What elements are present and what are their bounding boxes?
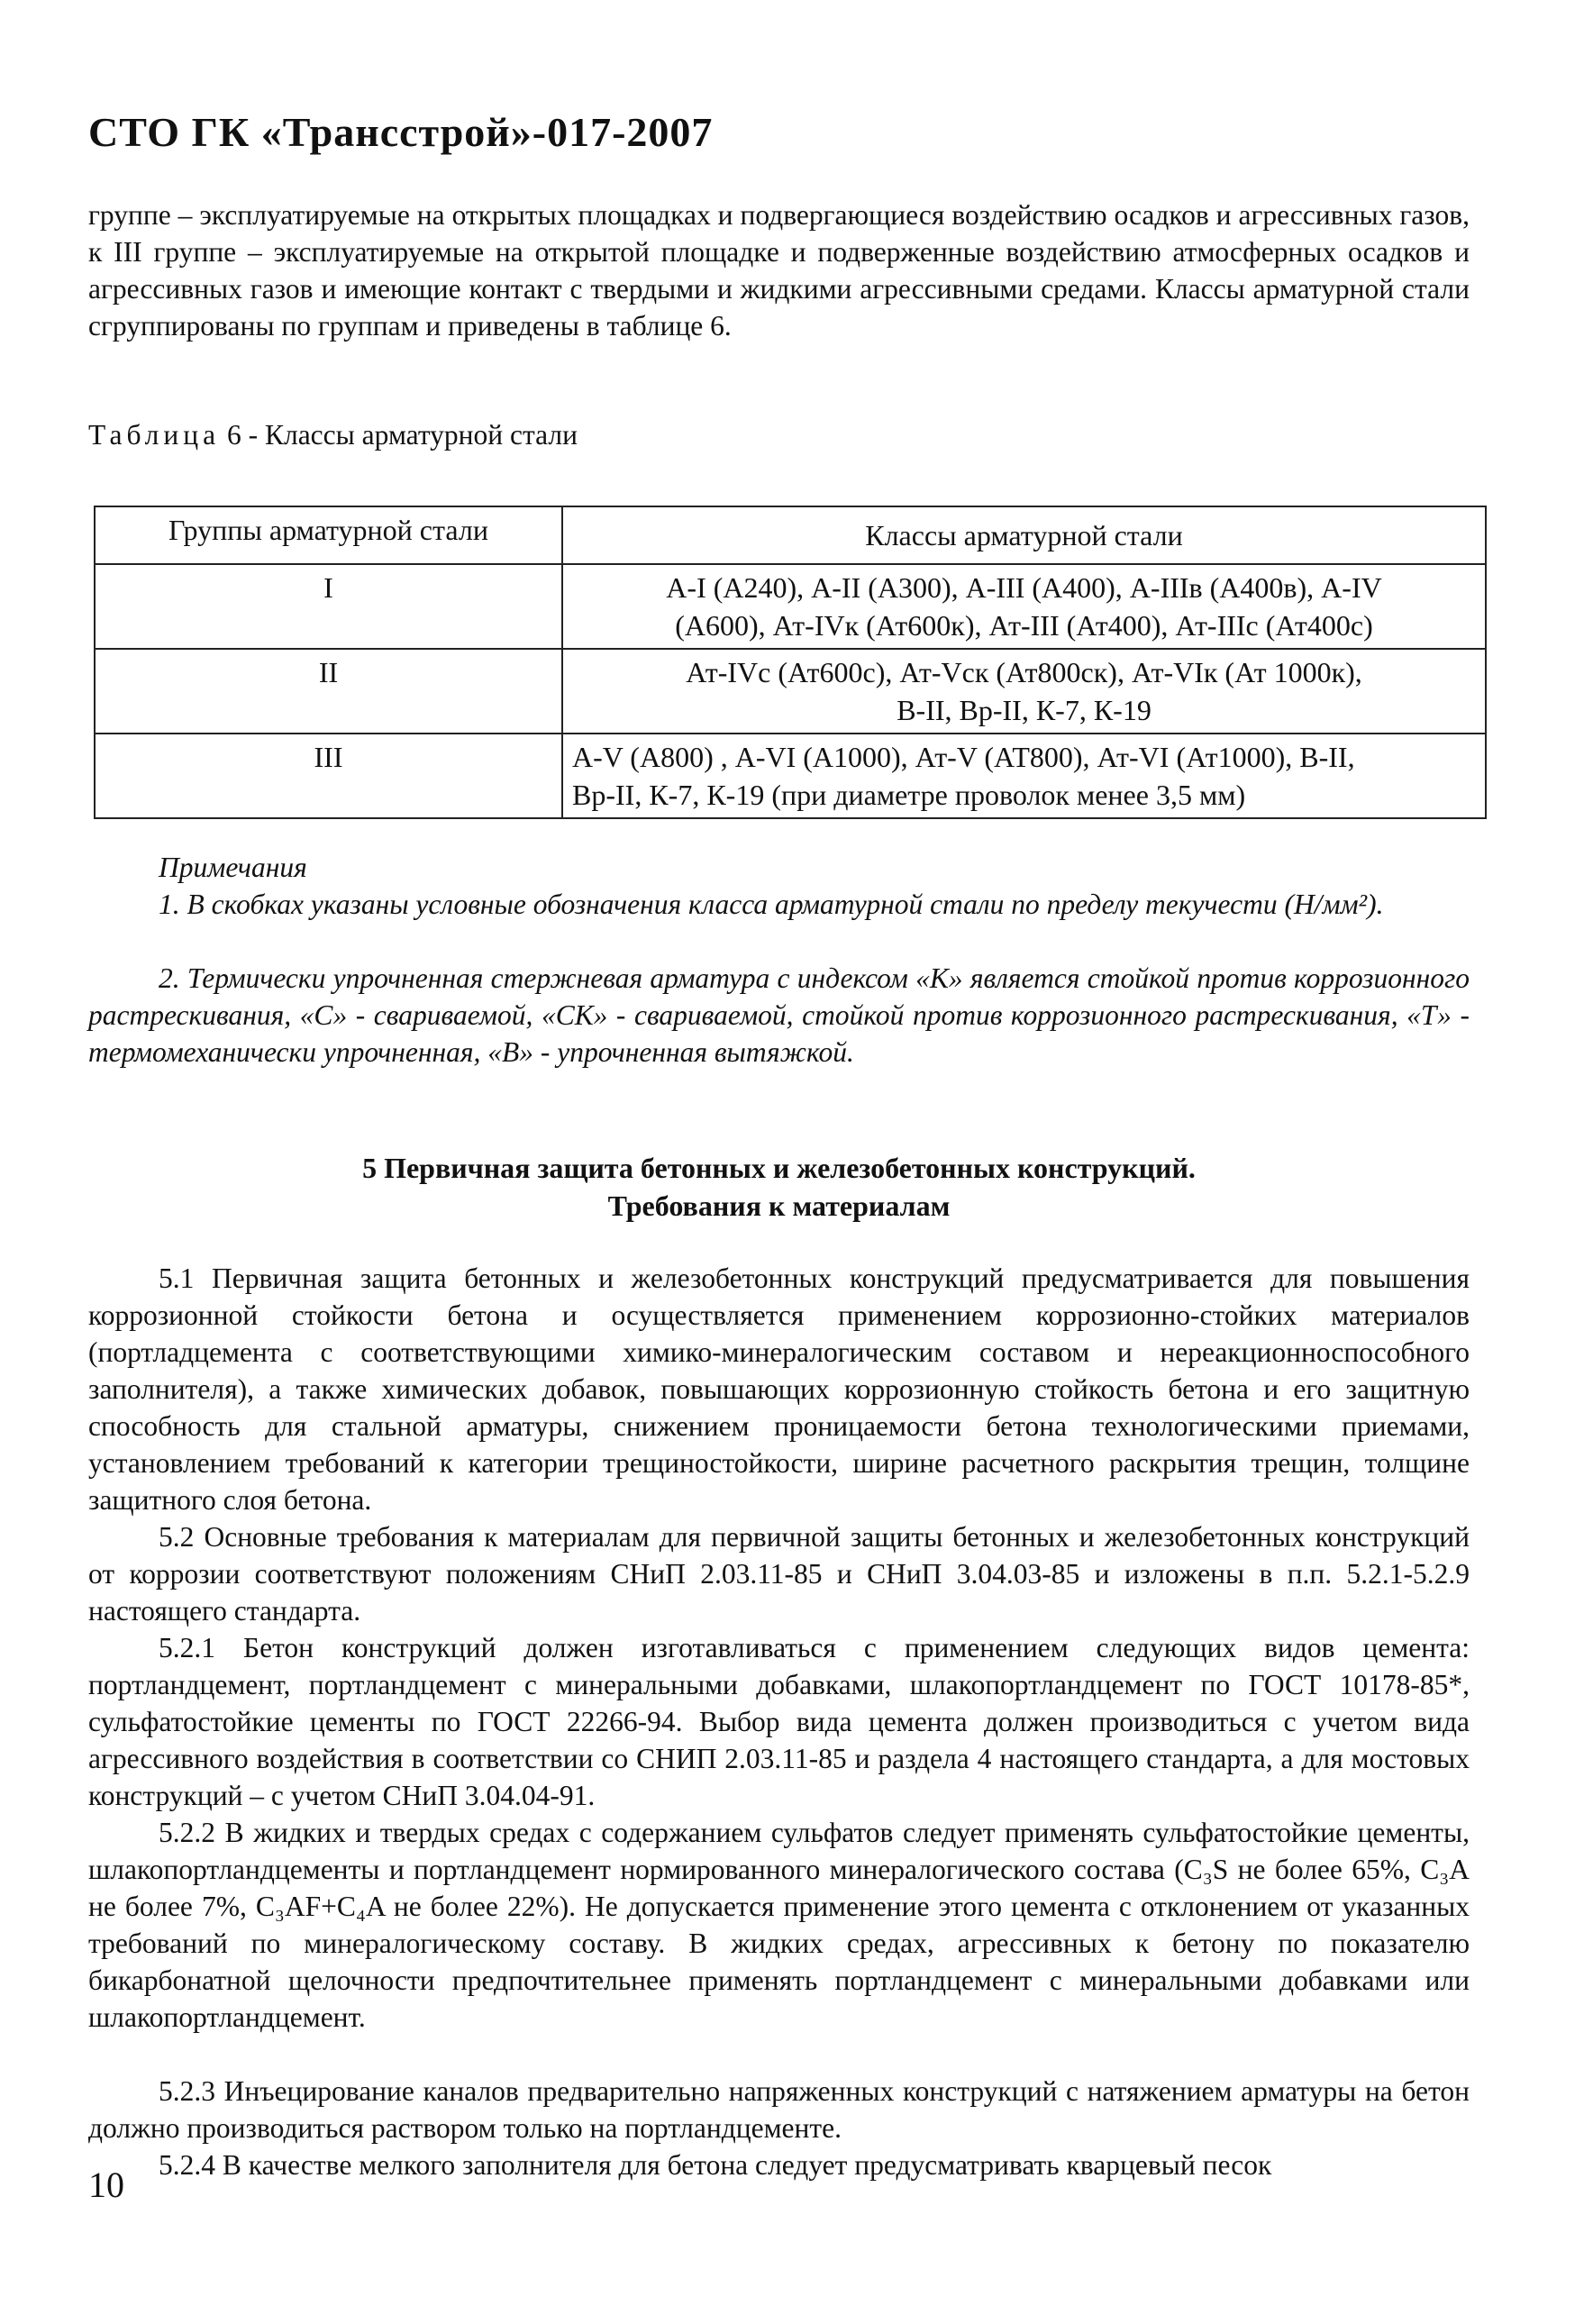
steel-classes-table — [94, 506, 1487, 819]
classes-line: В-II, Вр-II, К-7, К-19 — [897, 694, 1152, 726]
section-heading-line2: Требования к материалам — [607, 1189, 951, 1222]
paragraph-5-2-1: 5.2.1 Бетон конструкций должен изготавливаться с применением следующих видов цемента: портландцемент, портландцемент с минеральными добавками, шлакопортландцемент по ГОСТ 10178-85*, сульфатостойкие цементы по ГОСТ 22266-94. Выбор вида цемента должен производиться с учетом вида агрессивного воздействия в соответствии со СНИП 2.03.11-85 и раздела 4 настоящего стандарта, а для мостовых конструкций – с учетом СНиП 3.04.04-91. — [88, 1632, 1470, 1811]
note-2: 2. Термически упрочненная стержневая арматура с индексом «К» является стойкой против коррозионного растрескивания, «С» - свариваемой, «СК» - свариваемой, стойкой против коррозионного растрескивания, «Т» - термомеханически упрочненная, «В» - упрочненная вытяжкой. — [88, 962, 1470, 1068]
paragraph-5-2-2: 5.2.2 В жидких и твердых средах с содержанием сульфатов следует применять сульфатостойкие цементы, шлакопортландцементы и портландцемент нормированного минералогического состава (C₃S не более 65%, C₃A не более 7%, C₃AF+C₄A не более 22%). Не допускается применение этого цемента с отклонением от указанных требований по минералогическому составу. В жидких средах, агрессивных к бетону по показателю бикарбонатной щелочности предпочтительнее применять портландцемент с минеральными добавками или шлакопортландцемент. — [88, 1817, 1470, 2033]
classes-cell — [562, 734, 1486, 818]
classes-line: Вр-II, К-7, К-19 (при диаметре проволок менее 3,5 мм) — [572, 779, 1246, 811]
classes-line: А-V (А800) , А-VI (А1000), Ат-V (АТ800), Ат-VI (Ат1000), В-II, — [572, 741, 1355, 773]
paragraph-5-2: 5.2 Основные требования к материалам для первичной защиты бетонных и железобетонных конструкций от коррозии соответствуют положениям СНиП 2.03.11-85 и СНиП 3.04.03-85 и изложены в п.п. 5.2.1-5.2.9 настоящего стандарта. — [88, 1521, 1470, 1627]
table-header-classes: Классы арматурной стали — [562, 506, 1486, 564]
classes-line: (А600), Ат-IVк (Ат600к), Ат-III (Ат400), Ат-IIIс (Ат400с) — [675, 609, 1373, 642]
table-header-row — [95, 506, 1486, 564]
section-heading — [88, 1149, 1470, 1225]
paragraph-5-2-4: 5.2.4 В качестве мелкого заполнителя для бетона следует предусматривать кварцевый песок — [159, 2149, 1272, 2181]
group-cell: II — [95, 649, 562, 734]
classes-cell — [562, 649, 1486, 734]
table-row — [95, 649, 1486, 734]
paragraph-5-1: 5.1 Первичная защита бетонных и железобетонных конструкций предусматривается для повышения коррозионной стойкости бетона и осуществляется применением коррозионно-стойких материалов (портладцемента с соответствующими химико-минералогическим составом и нереакционноспособного заполнителя), а также химических добавок, повышающих коррозионную стойкость бетона и его защитную способность для стальной арматуры, снижением проницаемости бетона технологическими приемами, установлением требований к категории трещиностойкости, ширине расчетного раскрытия трещин, толщине защитного слоя бетона. — [88, 1262, 1470, 1516]
classes-line: А-I (А240), А-II (А300), А-III (А400), А-IIIв (А400в), А-IV — [666, 571, 1382, 604]
document-header: СТО ГК «Трансстрой»-017-2007 — [88, 109, 714, 155]
group-cell: I — [95, 564, 562, 649]
paragraph-5-2-3: 5.2.3 Инъецирование каналов предварительно напряженных конструкций с натяжением арматуры на бетон должно производиться раствором только на портландцементе. — [88, 2075, 1470, 2144]
table-caption-label: Таблица — [88, 419, 221, 451]
section-heading-line1: 5 Первичная защита бетонных и железобетонных конструкций. — [362, 1152, 1196, 1184]
notes-title: Примечания — [159, 852, 307, 883]
table-caption-text: 6 - Классы арматурной стали — [226, 419, 578, 451]
table-row — [95, 734, 1486, 818]
table-caption — [88, 419, 578, 451]
note-1: 1. В скобках указаны условные обозначения класса арматурной стали по пределу текучести (Н/мм²). — [159, 889, 1384, 920]
table-header-groups: Группы арматурной стали — [95, 506, 562, 564]
classes-line: Ат-IVс (Ат600с), Ат-Vск (Ат800ск), Ат-VIк (Ат 1000к), — [686, 656, 1362, 688]
page-number: 10 — [88, 2165, 124, 2205]
intro-paragraph: группе – эксплуатируемые на открытых площадках и подвергающиеся воздействию осадков и агрессивных газов, к III группе – эксплуатируемые на открытой площадке и подверженные воздействию атмосферных осадков и агрессивных газов и имеющие контакт с твердыми и жидкими агрессивными средами. Классы арматурной стали сгруппированы по группам и приведены в таблице 6. — [88, 199, 1470, 342]
group-cell: III — [95, 734, 562, 818]
table-row — [95, 564, 1486, 649]
classes-cell — [562, 564, 1486, 649]
